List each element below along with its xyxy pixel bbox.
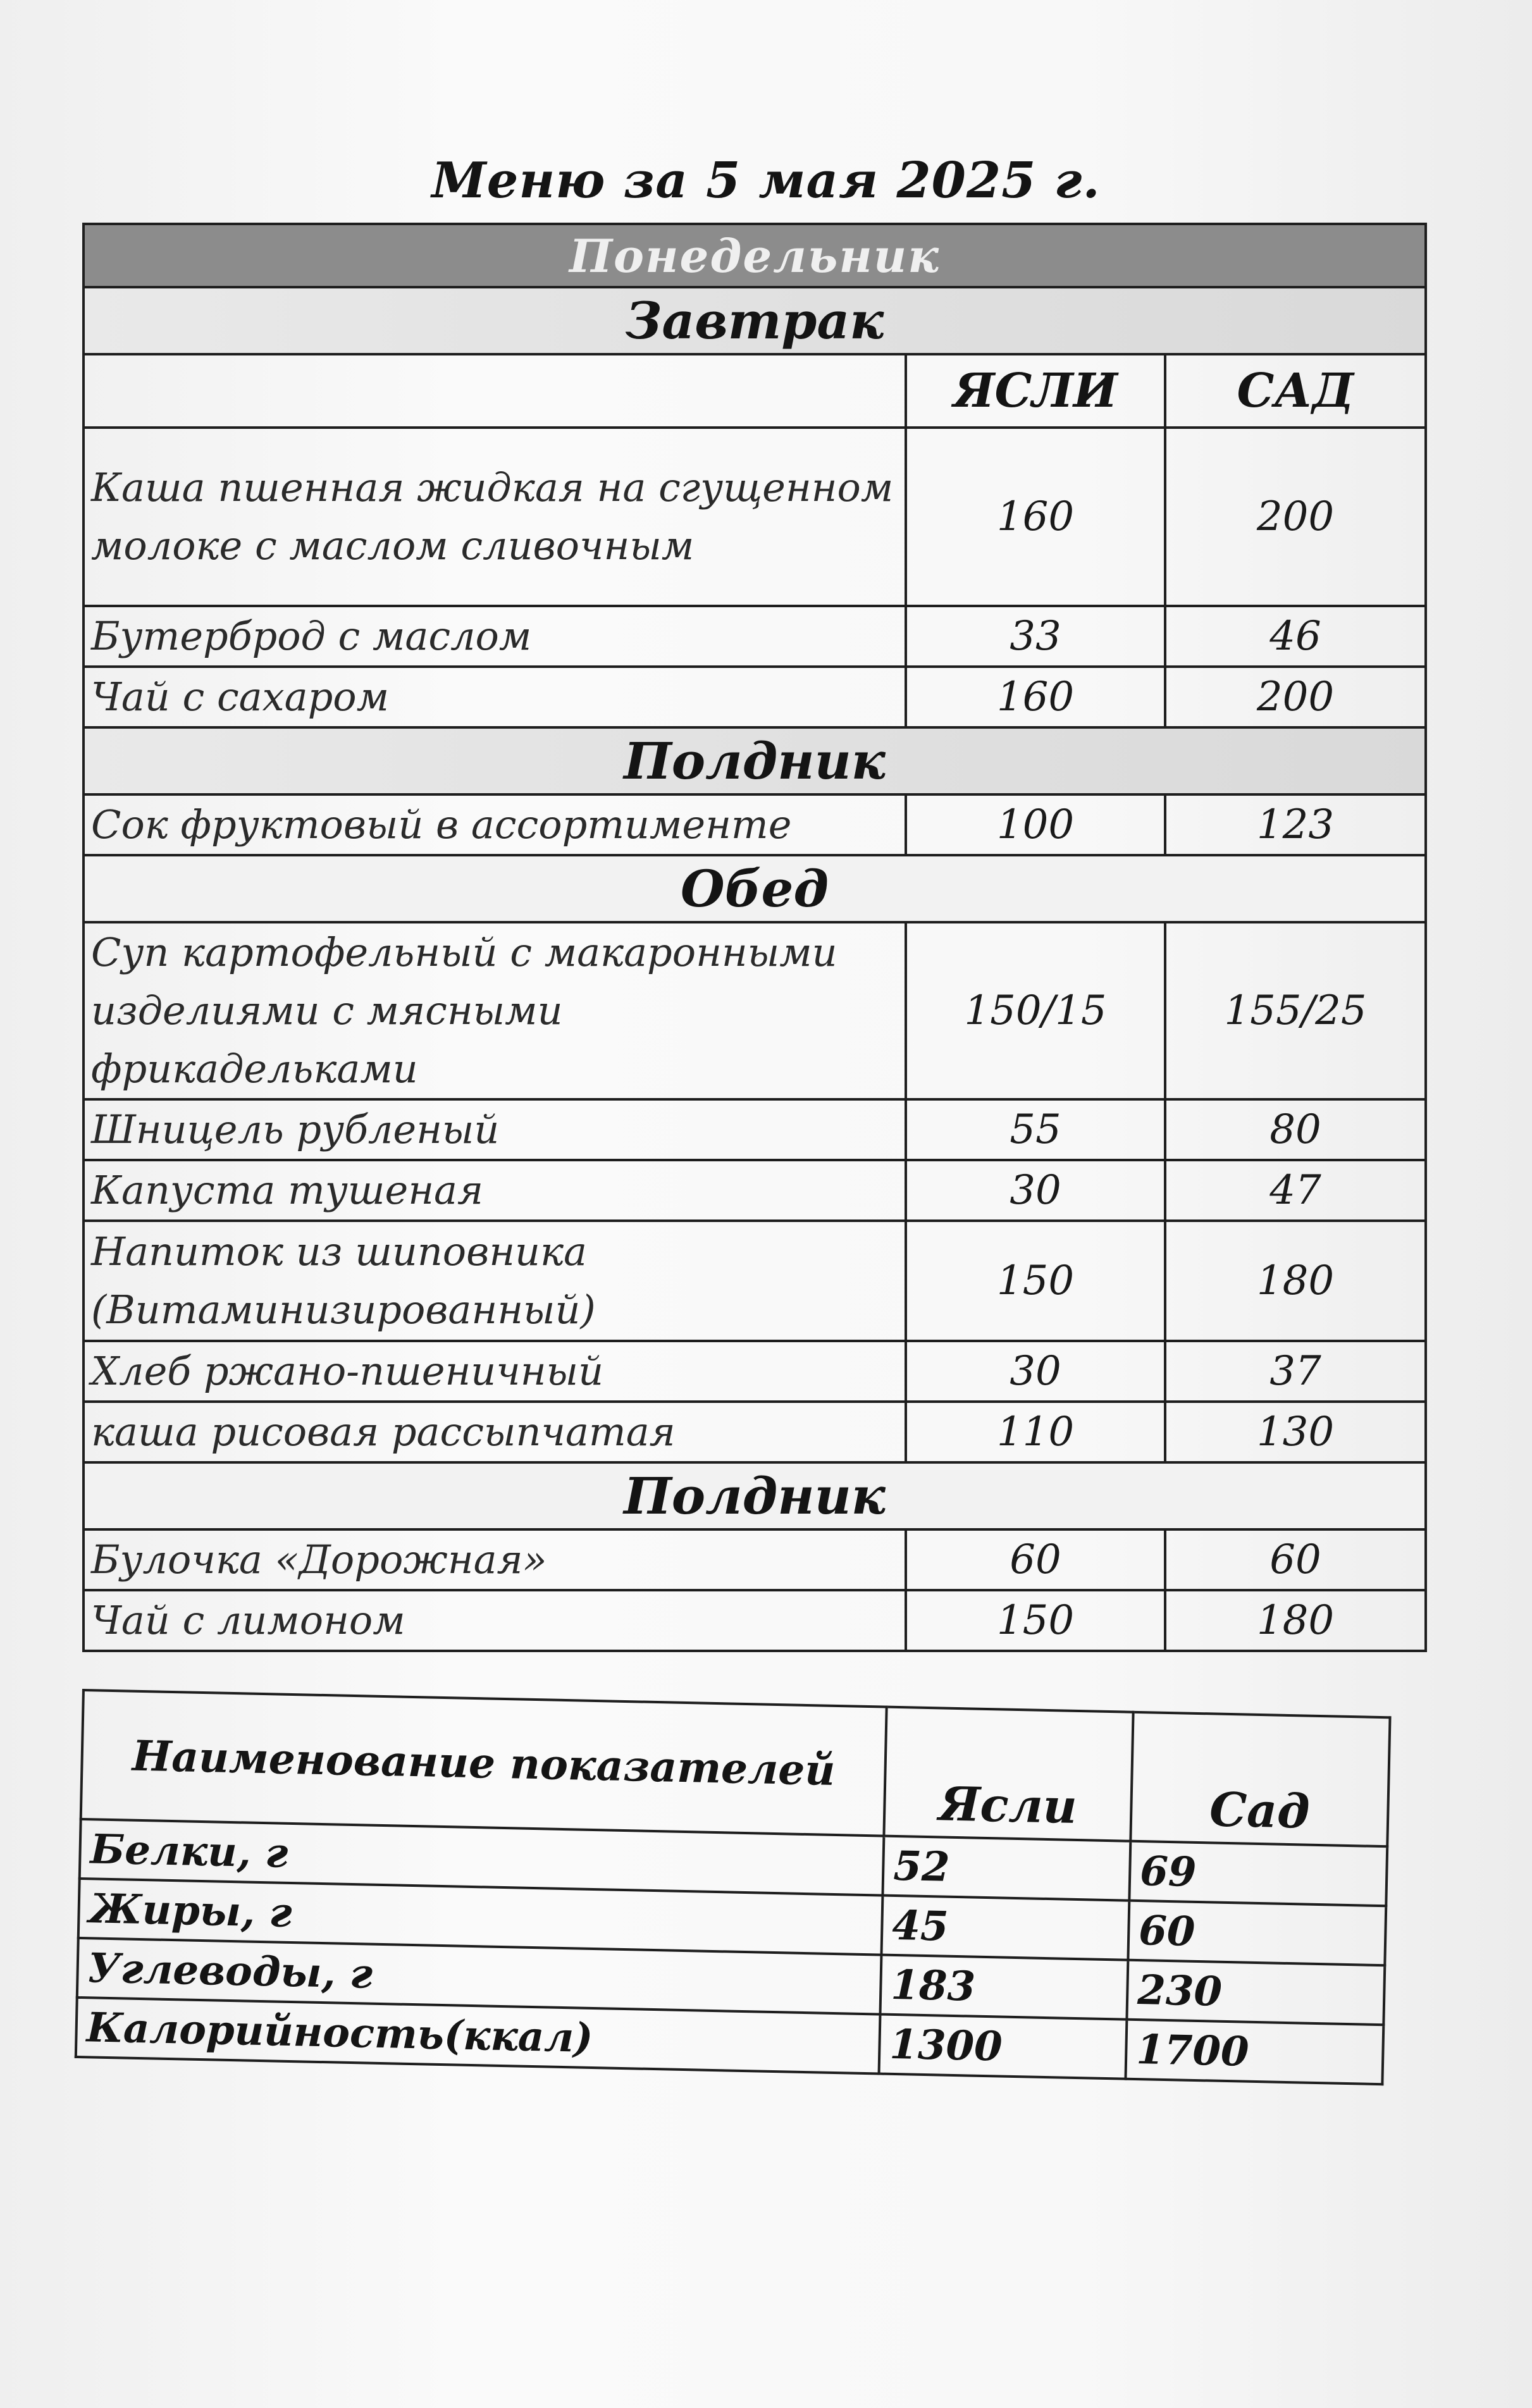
- indicator-kindergarten: 69: [1129, 1841, 1387, 1906]
- portion-kindergarten: 180: [1165, 1590, 1426, 1651]
- portion-nursery: 160: [906, 428, 1165, 606]
- page-title: Меню за 5 мая 2025 г.: [431, 152, 1101, 209]
- indicator-name: Жиры, г: [78, 1879, 883, 1955]
- dish-name: Шницель рубленый: [83, 1099, 906, 1160]
- dish-name: Сок фруктовый в ассортименте: [83, 794, 906, 855]
- indicator-kindergarten: 1700: [1125, 2020, 1383, 2084]
- portion-kindergarten: 200: [1165, 428, 1426, 606]
- dish-name: Суп картофельный с макаронными изделиями с мясными фрикадельками: [83, 922, 906, 1099]
- table-row: [83, 1160, 1426, 1221]
- portion-kindergarten: 155/25: [1165, 922, 1426, 1099]
- portion-nursery: 55: [906, 1099, 1165, 1160]
- portion-nursery: 30: [906, 1160, 1165, 1221]
- table-row: [83, 794, 1426, 855]
- day-header: Понедельник: [83, 224, 1426, 287]
- portion-kindergarten: 123: [1165, 794, 1426, 855]
- table-row: [83, 667, 1426, 727]
- portion-nursery: 150/15: [906, 922, 1165, 1099]
- portion-nursery: 160: [906, 667, 1165, 727]
- indicators-table: [75, 1689, 1392, 2085]
- portion-kindergarten: 130: [1165, 1402, 1426, 1462]
- table-row: [83, 922, 1426, 1099]
- portion-nursery: 110: [906, 1402, 1165, 1462]
- dish-name: каша рисовая рассыпчатая: [83, 1402, 906, 1462]
- indicator-name: Белки, г: [80, 1819, 884, 1896]
- column-header-empty: [83, 354, 906, 428]
- indicator-kindergarten: 60: [1128, 1901, 1386, 1965]
- table-row: [83, 1221, 1426, 1341]
- indicator-kindergarten: 230: [1127, 1960, 1385, 2025]
- portion-kindergarten: 200: [1165, 667, 1426, 727]
- table-row: [83, 1590, 1426, 1651]
- indicator-name: Углеводы, г: [77, 1938, 882, 2015]
- dish-name: Чай с лимоном: [83, 1590, 906, 1651]
- column-header-nursery: ЯСЛИ: [906, 354, 1165, 428]
- portion-kindergarten: 46: [1165, 606, 1426, 667]
- dish-name: Чай с сахаром: [83, 667, 906, 727]
- meal-header-snack-afternoon: Полдник: [83, 1462, 1426, 1529]
- portion-kindergarten: 80: [1165, 1099, 1426, 1160]
- indicator-nursery: 52: [882, 1836, 1130, 1901]
- dish-name: Каша пшенная жидкая на сгущенном молоке с маслом сливочным: [83, 428, 906, 606]
- meal-header-lunch: Обед: [83, 855, 1426, 922]
- indicator-name: Калорийность(ккал): [76, 1997, 880, 2074]
- portion-nursery: 150: [906, 1590, 1165, 1651]
- portion-kindergarten: 37: [1165, 1341, 1426, 1402]
- portion-kindergarten: 47: [1165, 1160, 1426, 1221]
- portion-nursery: 30: [906, 1341, 1165, 1402]
- portion-kindergarten: 180: [1165, 1221, 1426, 1341]
- indicator-nursery: 1300: [879, 2015, 1127, 2079]
- table-row: [83, 1099, 1426, 1160]
- indicators-column-nursery: Ясли: [884, 1707, 1133, 1841]
- indicators-header: Наименование показателей: [81, 1690, 887, 1836]
- table-row: [83, 606, 1426, 667]
- portion-nursery: 33: [906, 606, 1165, 667]
- indicators-column-kindergarten: Сад: [1130, 1712, 1390, 1846]
- dish-name: Капуста тушеная: [83, 1160, 906, 1221]
- table-row: [83, 1529, 1426, 1590]
- dish-name: Напиток из шиповника (Витаминизированный): [83, 1221, 906, 1341]
- meal-header-breakfast: Завтрак: [83, 287, 1426, 354]
- portion-nursery: 150: [906, 1221, 1165, 1341]
- menu-table: [82, 223, 1427, 1652]
- table-row: [83, 1402, 1426, 1462]
- portion-nursery: 60: [906, 1529, 1165, 1590]
- meal-header-snack: Полдник: [83, 727, 1426, 794]
- portion-kindergarten: 60: [1165, 1529, 1426, 1590]
- dish-name: Бутерброд с маслом: [83, 606, 906, 667]
- table-row: [83, 1341, 1426, 1402]
- dish-name: Булочка «Дорожная»: [83, 1529, 906, 1590]
- indicator-nursery: 183: [880, 1955, 1128, 2020]
- table-row: [83, 428, 1426, 606]
- portion-nursery: 100: [906, 794, 1165, 855]
- indicator-nursery: 45: [881, 1896, 1129, 1960]
- dish-name: Хлеб ржано-пшеничный: [83, 1341, 906, 1402]
- column-header-kindergarten: САД: [1165, 354, 1426, 428]
